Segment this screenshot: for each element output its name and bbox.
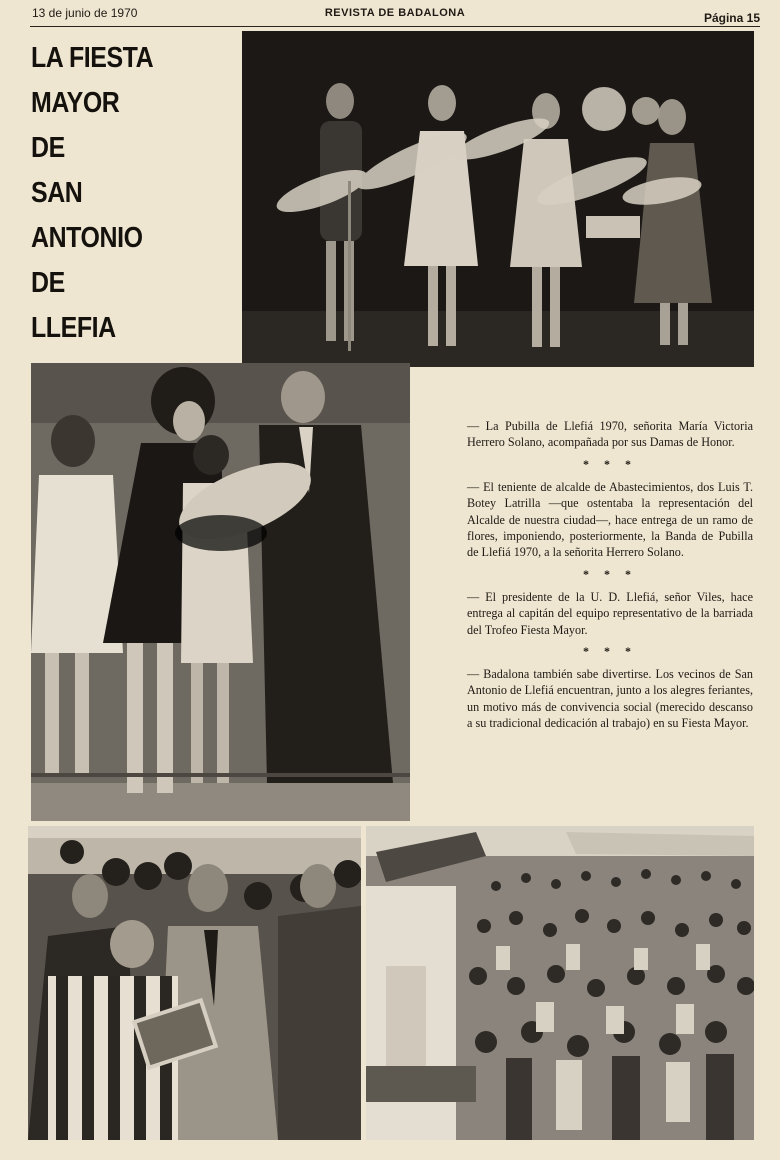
caption-trophy: — El presidente de la U. D. Llefiá, señor Viles, hace entrega al capitán del equipo representativo de la barriada del Trofeo Fiesta Mayor. xyxy=(467,589,753,637)
photo-pubilla-and-damas xyxy=(242,31,754,367)
title-line: LLEFIA xyxy=(31,312,116,344)
article-title xyxy=(31,36,231,351)
caption-bouquet: — El teniente de alcalde de Abastecimientos, dos Luis T. Botey Latrilla —que ostentaba la representación del Alcalde de nuestra ciudad—, hace entrega de un ramo de flores, imponiendo, posteriormente, la Banda de Pubilla de Llefiá 1970, a la señorita Herrero Solano. xyxy=(467,479,753,560)
caption-separator: * * * xyxy=(583,644,637,659)
title-line: DE xyxy=(31,267,65,299)
page-header xyxy=(30,4,760,27)
issue-date: 13 de junio de 1970 xyxy=(32,6,138,20)
title-line: SAN xyxy=(31,177,83,209)
photo-trophy-presentation xyxy=(28,826,361,1140)
page-number: Página 15 xyxy=(703,11,760,25)
title-line: DE xyxy=(31,132,65,164)
photo-fair-crowd xyxy=(366,826,754,1140)
caption-pubilla: — La Pubilla de Llefiá 1970, señorita María Victoria Herrero Solano, acompañada por sus Damas de Honor. xyxy=(467,419,753,450)
caption-separator: * * * xyxy=(583,456,637,471)
magazine-name: REVISTA DE BADALONA xyxy=(324,7,466,19)
caption-separator: * * * xyxy=(583,566,637,581)
photo-captions xyxy=(467,418,753,732)
title-line: LA FIESTA xyxy=(31,42,154,74)
caption-fair: — Badalona también sabe divertirse. Los vecinos de San Antonio de Llefiá encuentran, junto a los alegres feriantes, un motivo más de convivencia social (merecido descanso a su tradicional dedicación al trabajo) en su Fiesta Mayor. xyxy=(467,667,753,731)
title-line: MAYOR xyxy=(31,87,120,119)
photo-bouquet-presentation xyxy=(31,363,410,821)
title-line: ANTONIO xyxy=(31,222,143,254)
